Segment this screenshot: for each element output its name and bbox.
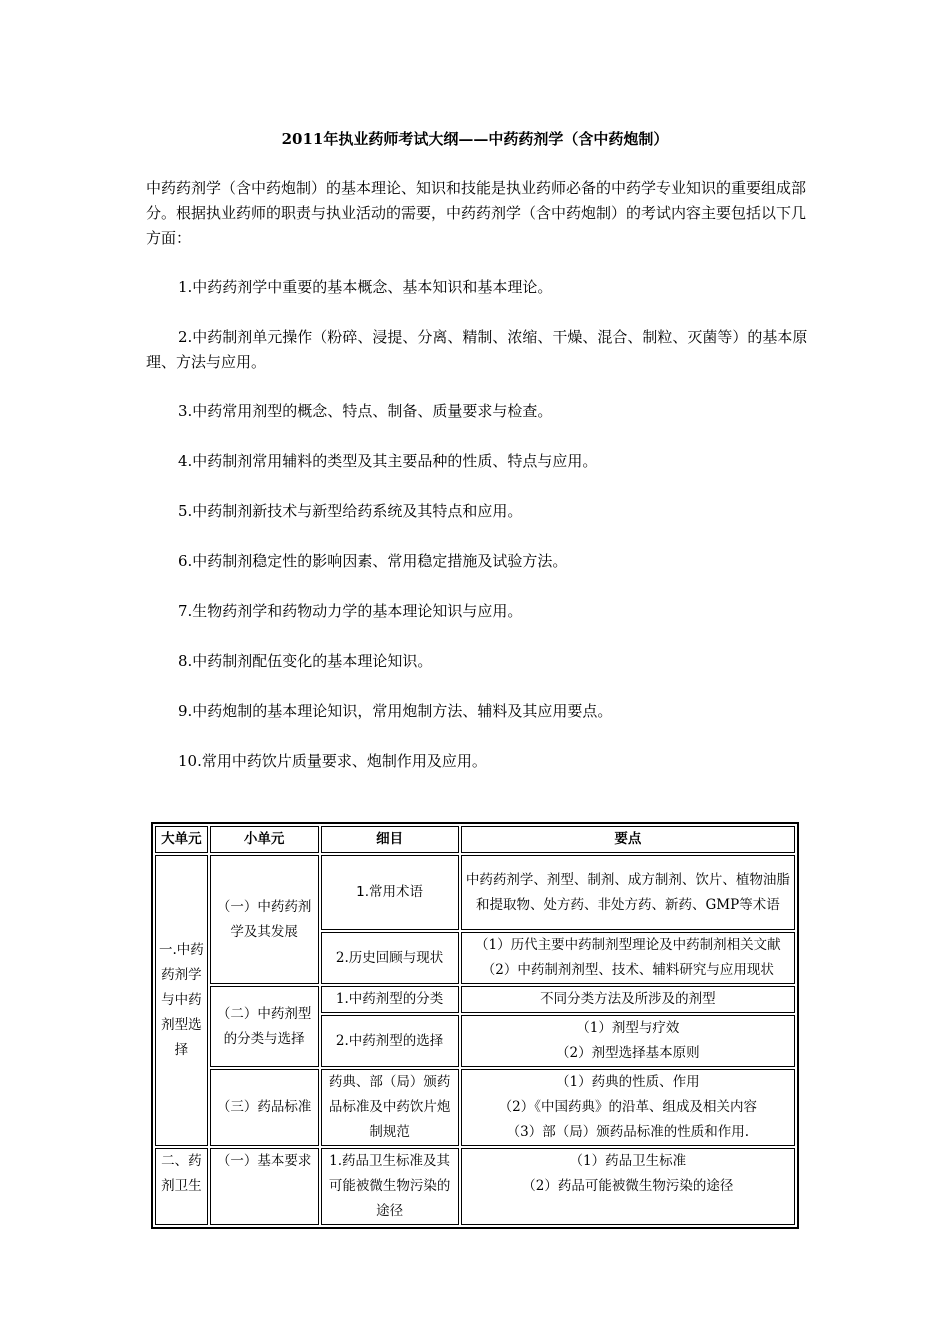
point-line: （2）《中国药典》的沿革、组成及相关内容 [498, 1099, 758, 1115]
list-item: 9.中药炮制的基本理论知识，常用炮制方法、辅料及其应用要点。 [178, 702, 613, 720]
table-row [155, 1148, 795, 1225]
point-line: （1）剂型与疗效 [576, 1020, 680, 1036]
table-row [155, 1069, 795, 1146]
table-row [155, 986, 795, 1013]
subunit-cell: （二）中药剂型的分类与选择 [210, 986, 319, 1067]
subunit-cell: （三）药品标准 [210, 1069, 319, 1146]
list-item: 4.中药制剂常用辅料的类型及其主要品种的性质、特点与应用。 [178, 452, 598, 470]
list-item: 1.中药药剂学中重要的基本概念、基本知识和基本理论。 [178, 278, 553, 296]
point-cell [461, 1069, 795, 1146]
header-cell: 大单元 [155, 826, 208, 853]
detail-cell: 药典、部（局）颁药品标准及中药饮片炮制规范 [321, 1069, 459, 1146]
detail-cell: 2.历史回顾与现状 [321, 932, 459, 984]
table-header-row [155, 826, 795, 853]
header-cell: 细目 [321, 826, 459, 853]
list-item: 3.中药常用剂型的概念、特点、制备、质量要求与检查。 [178, 402, 553, 420]
syllabus-table [151, 822, 799, 1229]
header-cell: 小单元 [210, 826, 319, 853]
point-cell: 中药药剂学、剂型、制剂、成方制剂、饮片、植物油脂和提取物、处方药、非处方药、新药、GMP等术语 [461, 855, 795, 930]
list-item: 10.常用中药饮片质量要求、炮制作用及应用。 [178, 752, 487, 770]
point-cell [461, 1148, 795, 1225]
unit-cell: 二、药剂卫生 [155, 1148, 208, 1225]
detail-cell: 1.中药剂型的分类 [321, 986, 459, 1013]
list-item: 8.中药制剂配伍变化的基本理论知识。 [178, 652, 433, 670]
unit-cell: 一.中药药剂学与中药剂型选择 [155, 855, 208, 1146]
intro-paragraph: 中药药剂学（含中药炮制）的基本理论、知识和技能是执业药师必备的中药学专业知识的重要组成部分。根据执业药师的职责与执业活动的需要，中药药剂学（含中药炮制）的考试内容主要包括以下几方面： [146, 179, 807, 247]
detail-cell: 1.常用术语 [321, 855, 459, 930]
point-line: （2）剂型选择基本原则 [556, 1045, 700, 1061]
subunit-cell: （一）基本要求 [210, 1148, 319, 1225]
list-item: 7.生物药剂学和药物动力学的基本理论知识与应用。 [178, 602, 523, 620]
table-row [155, 855, 795, 930]
point-cell: 不同分类方法及所涉及的剂型 [461, 986, 795, 1013]
list-item: 5.中药制剂新技术与新型给药系统及其特点和应用。 [178, 502, 523, 520]
point-line: （2）中药制剂剂型、技术、辅料研究与应用现状 [481, 962, 774, 978]
point-cell [461, 1015, 795, 1067]
detail-cell: 2.中药剂型的选择 [321, 1015, 459, 1067]
point-cell [461, 932, 795, 984]
point-line: （3）部（局）颁药品标准的性质和作用. [506, 1124, 750, 1140]
page-title: 2011年执业药师考试大纲——中药药剂学（含中药炮制） [281, 130, 669, 148]
header-cell: 要点 [461, 826, 795, 853]
list-item: 6.中药制剂稳定性的影响因素、常用稳定措施及试验方法。 [178, 552, 568, 570]
list-item: 2.中药制剂单元操作（粉碎、浸提、分离、精制、浓缩、干燥、混合、制粒、灭菌等）的基本原理、方法与应用。 [146, 328, 808, 371]
point-line: （1）历代主要中药制剂型理论及中药制剂相关文献 [475, 937, 781, 953]
point-line: （1）药典的性质、作用 [556, 1074, 700, 1090]
detail-cell: 1.药品卫生标准及其可能被微生物污染的途径 [321, 1148, 459, 1225]
subunit-cell: （一）中药药剂学及其发展 [210, 855, 319, 984]
point-line: （1）药品卫生标准 [569, 1153, 687, 1169]
point-line: （2）药品可能被微生物污染的途径 [522, 1178, 734, 1194]
